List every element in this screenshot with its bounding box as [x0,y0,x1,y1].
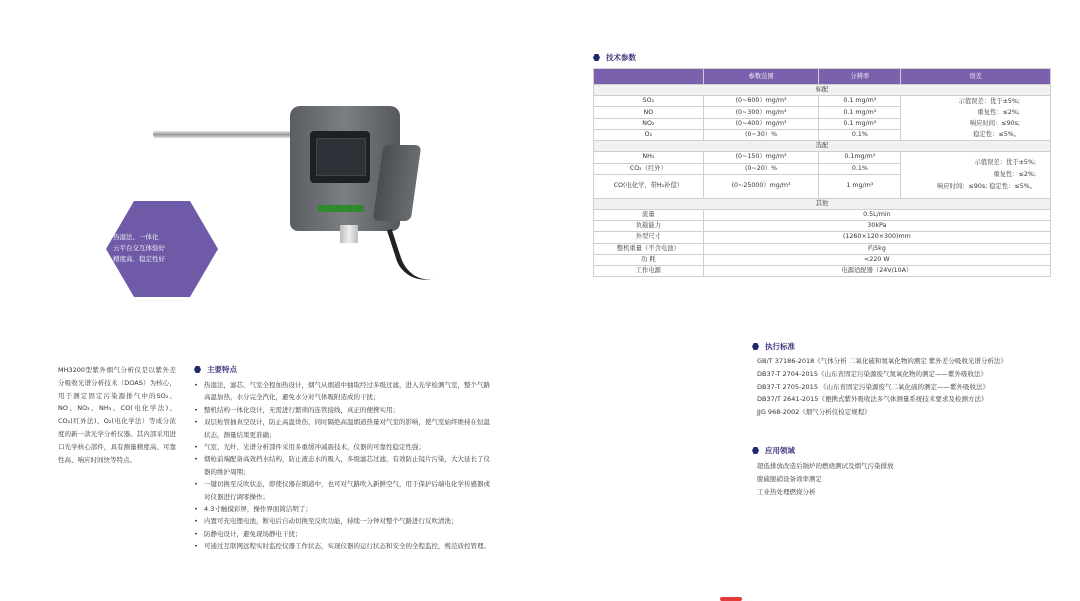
error-cell-standard: 示值误差：优于±5%; 重复性：≤2%; 响应时间：≤90s; 稳定性：≤5%。 [901,96,1051,141]
table-row: 负载能力 30kPa [594,221,1051,232]
feature-item: • 可通过互联网远程实时监控仪器工作状态，实现仪器的运行状态和安全的全程监控，规范质控管理。 [194,542,490,551]
table-row: NO₂ (0~400）mg/m³ 0.1 mg/m³ [594,118,1051,129]
standards-title [752,341,795,352]
hexagon-line: 云平台交互体验好 [113,244,165,252]
analyzer-probe-rod [153,131,313,138]
feature-item: • 整机结构一体化设计，无需进行繁琐的连管接线，真正的便携实用； [194,405,399,414]
table-row: CO(电化学，带H₂补偿） (0~25000）mg/m³ 1 mg/m³ [594,174,1051,198]
applications-list [757,460,1057,498]
standard-item: DB37/T 2641-2015《便携式紫外吸收法多气体测量系统技术要求及检测方法》 [757,395,988,404]
hexagon-bullet-icon [194,366,201,373]
standard-item: JJG 968-2002《烟气分析仪检定规程》 [757,408,871,417]
table-row: 整机重量（不含电池） 约5kg [594,243,1051,254]
table-row: 功 耗 <220 W [594,254,1051,265]
table-row: O₂ (0~30）% 0.1% [594,129,1051,140]
hexagon-line: 精度高、稳定性好 [113,255,165,263]
error-cell-optional: 示值误差：优于±5%; 重复性：≤2%; 响应时间：≤90s; 稳定性：≤5%。 [901,152,1051,198]
hexagon-line: 热湿法、一体化 [113,233,159,241]
analyzer-label-strip [318,205,364,212]
group-label: 标配 [594,85,1051,96]
standard-item: DB37-T 2705-2015 《山东省固定污染源废气二氧化硫的测定——紫外吸收法》 [757,382,990,391]
application-item: 脱硫脱硝设备效率测定 [757,474,822,483]
table-row: NH₃ (0~150）mg/m³ 0.1mg/m³ 示值误差：优于±5%; 重复性：≤2%; 响应时间：≤90s; 稳定性：≤5%。 [594,152,1051,163]
spec-title-text: 技术参数 [606,53,636,62]
hexagon-bullet-icon [593,54,600,61]
standards-title-text: 执行标准 [765,342,795,351]
application-item: 工业热处理燃烧分析 [757,487,816,496]
features-list [194,379,494,553]
table-row: SO₂ (0~600）mg/m³ 0.1 mg/m³ 示值误差：优于±5%; 重复性：≤2%; 响应时间：≤90s; 稳定性：≤5%。 [594,96,1051,107]
table-row: 流量 0.5L/min [594,209,1051,220]
table-row: 外型尺寸 (1260×120×300)mm [594,232,1051,243]
feature-item: • 内置可充电锂电池，断电后自动切换至反吹功能，持续一分钟对整个气路进行反吹清洗； [194,517,458,526]
table-header [594,69,704,85]
features-title-text: 主要特点 [207,365,237,374]
hexagon-text [113,232,213,265]
table-row: CO₂（红外） (0~20）% 0.1% [594,163,1051,174]
product-intro: MH3200型紫外烟气分析仪是以紫外差分吸收光谱分析技术（DOAS）为核心，用于测定固定污染源排气中的SO₂、NO、NO₂、NH₃、CO(电化学法)、CO₂(红外法)、O₂(电化学法）等成分浓度的新一款光学分析仪器。其内部采用进口光学核心部件，具有测量精度高、可靠性高、响应时间快等特点。 [58,366,176,464]
hexagon-bullet-icon [752,447,759,454]
table-header: 分辨率 [819,69,901,85]
table-group-row [594,198,1051,209]
standards-list [757,355,1057,419]
table-group-row [594,85,1051,96]
features-title [194,364,237,375]
feature-item: • 热湿法，滤芯、气室全程加热设计，烟气从烟道中抽取经过多级过滤，进入光学检测气室，整个气路高温加热，水分完全汽化，避免水分对气体吸附造成的干扰； [194,381,490,402]
feature-item: • 一键切换至反吹状态，即使仪器在烟道中，也可对气路吹入新鲜空气，用于保护后端电化学传感器或对仪器进行调零操作； [194,480,490,501]
table-header-row [594,69,1051,85]
page-corner-tab [720,597,742,601]
spec-title [593,52,636,63]
feature-item: • 4.3寸触摸彩屏，操作界面简洁明了； [194,505,312,514]
analyzer-filter-cap [340,225,358,243]
applications-title [752,445,795,456]
feature-item: • 防静电设计，避免现场静电干扰； [194,529,302,538]
feature-item: • 气室、光纤、光谱分析部件采用多重缓冲减震技术，仪器的可靠性稳定性强； [194,443,425,452]
hexagon-bullet-icon [752,343,759,350]
standard-item: DB37-T 2704-2015《山东省固定污染源废气氮氧化物的测定——紫外吸收法》 [757,369,987,378]
applications-title-text: 应用领域 [765,446,795,455]
analyzer-display [316,138,366,176]
group-label: 其他 [594,198,1051,209]
table-header: 误差 [901,69,1051,85]
feature-item: • 烟枪前端配备高效挡水结构，防止液态水的吸入，多级滤芯过滤，有效防止镜片污染，大大延长了仪器的维护周期； [194,455,490,476]
analyzer-cable [387,217,448,288]
table-row: NO (0~300）mg/m³ 0.1 mg/m³ [594,107,1051,118]
standard-item: GB/T 37186-2018《气体分析 二氧化硫和氮氧化物的测定 紫外差分吸收光谱分析法》 [757,357,1007,365]
table-header: 参数范围 [703,69,819,85]
table-row: 工作电源 电源适配器（24V/10A） [594,265,1051,276]
spec-table [593,68,1051,277]
table-group-row [594,141,1051,152]
application-item: 超低排放改造后锅炉的燃烧测试及烟气污染排放 [757,462,894,470]
feature-item: • 双层枪管抽真空设计，防止高温烫伤，同时隔绝高温烟道热量对气室的影响，使气室始终维持在恒温状态，测量结果更准确； [194,418,490,439]
group-label: 选配 [594,141,1051,152]
